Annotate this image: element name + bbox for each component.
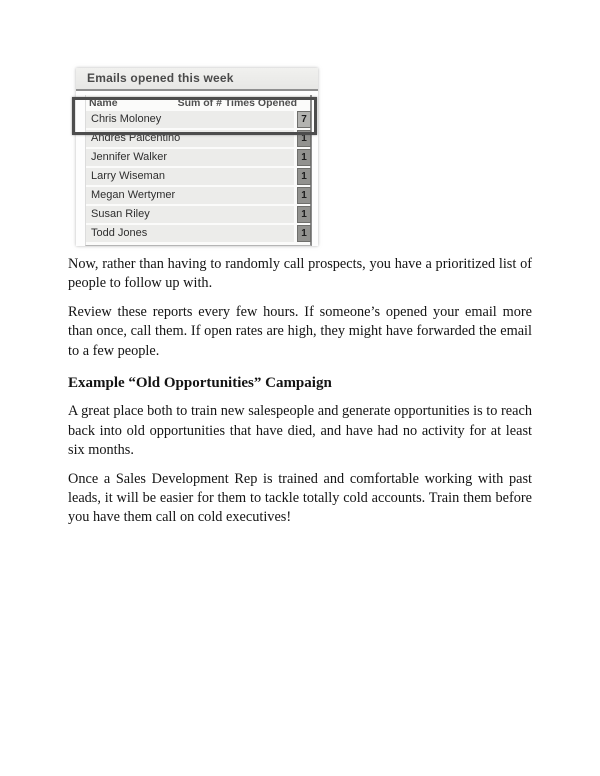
row-name-label: Jennifer Walker [86,149,294,166]
table-row [86,149,310,166]
report-title-bar [76,68,318,91]
report-title: Emails opened this week [87,71,234,85]
table-row [86,130,310,147]
row-name-label: Todd Jones [86,225,294,242]
opens-count-badge: 1 [297,225,311,242]
row-name-label: Larry Wiseman [86,168,294,185]
paragraph: A great place both to train new salespeople and generate opportunities is to reach back into old opportunities that have died, and have had no activity for at least six months. [68,403,532,459]
table-row [86,187,310,204]
row-name-label: Megan Wertymer [86,187,294,204]
paragraph: Review these reports every few hours. If someone’s opened your email more than once, call them. If open rates are high, they might have forwarded the email to a few people. [68,303,532,359]
opens-count-badge: 1 [297,130,311,147]
row-name-label: Susan Riley [86,206,294,223]
table-row [86,111,310,128]
email-opens-report [76,68,318,246]
row-name-label: Chris Moloney [86,111,294,128]
opens-count-badge: 1 [297,206,311,223]
paragraph: Once a Sales Development Rep is trained and comfortable working with past leads, it will be easier for them to tackle totally cold accounts. Train them before you have them call on cold executives! [68,470,532,526]
opens-count-badge: 1 [297,168,311,185]
report-rows [86,111,310,242]
column-header-name: Name [89,97,118,109]
table-row [86,168,310,185]
section-heading: Example “Old Opportunities” Campaign [68,375,332,392]
table-row [86,225,310,242]
column-header-times-opened: Sum of # Times Opened [177,97,297,109]
paragraph: Now, rather than having to randomly call prospects, you have a prioritized list of people to follow up with. [68,256,532,292]
opens-count-badge: 1 [297,149,311,166]
document-text [68,255,532,537]
table-row [86,206,310,223]
row-name-label: Andres Palcentino [86,130,294,147]
report-table [85,95,312,246]
report-header-row [86,95,310,111]
opens-count-badge: 1 [297,187,311,204]
opens-count-badge: 7 [297,111,311,128]
